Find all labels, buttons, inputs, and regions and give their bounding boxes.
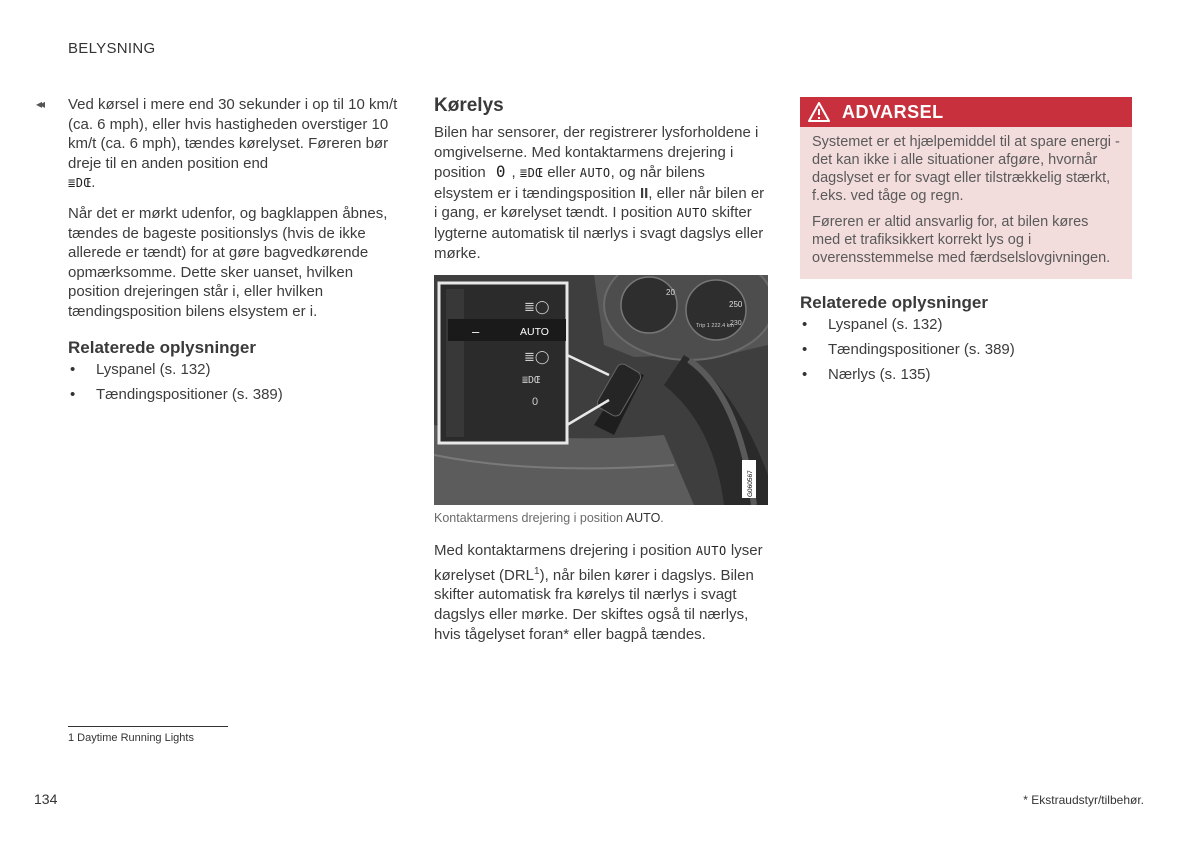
auto-symbol: AUTO	[579, 166, 611, 181]
position-light-symbol-icon: ≣DŒ	[68, 176, 92, 191]
menu-icon-lowbeam: ≣◯	[524, 350, 550, 366]
position-light-symbol-icon: ≣DŒ	[519, 166, 544, 181]
warning-title: ADVARSEL	[842, 101, 944, 122]
auto-symbol: AUTO	[695, 544, 727, 559]
trip-readout: Trip 1 222.4 km	[696, 323, 735, 330]
menu-icon-highbeam: ≣◯	[524, 300, 550, 316]
gauge-label-230: 230	[730, 320, 742, 328]
menu-icon-position: ≣DŒ	[522, 375, 541, 387]
position-zero-symbol: 0	[495, 162, 506, 182]
related-link-lyspanel[interactable]: • Lyspanel (s. 132)	[800, 315, 1132, 334]
paragraph-speed: Ved kørsel i mere end 30 sekunder i op til 10 km/t (ca. 6 mph), eller hvis hastigheden overstiger 10 km/t (ca. 6 mph), tændes kørelyset. Føreren bør dreje til en anden position end ≣DŒ.	[68, 96, 398, 192]
warning-header	[800, 97, 1132, 127]
figure-caption: Kontaktarmens drejering i position AUTO.	[434, 511, 664, 526]
footer-note: * Ekstraudstyr/tilbehør.	[1023, 793, 1144, 807]
gauge-label-250: 250	[729, 300, 743, 310]
footnote: 1 Daytime Running Lights	[68, 732, 194, 744]
column-middle	[434, 95, 768, 654]
related-link-naerlys[interactable]: • Nærlys (s. 135)	[800, 365, 1132, 384]
paragraph-sensors: Bilen har sensorer, der registrerer lysforholdene i omgivelserne. Med kontaktarmens drejering i position 0 , ≣DŒ eller AUTO, og når bilens elsystem er i tændingsposition II, eller når bilen er i gang, er kørelyset tændt. I position AUTO skifter lygterne automatisk til nærlys i svagt dagslys eller mørke.	[434, 124, 765, 262]
warning-box	[800, 97, 1132, 279]
warning-triangle-icon	[808, 102, 830, 122]
column-right	[800, 95, 1132, 390]
menu-item-auto: AUTO	[520, 326, 549, 339]
paragraph-drl: Med kontaktarmens drejering i position AUTO lyser kørelyset (DRL$^1$), når bilen kører i dagslys. Bilen skifter automatisk fra kørelys til nærlys i svagt dagslys eller mørke. Der skiftes også til nærlys, hvis tågelyset foran* eller bagpå tændes.	[434, 542, 763, 643]
related-heading: Relaterede oplysninger	[800, 293, 989, 312]
related-list	[68, 360, 400, 404]
related-link-lyspanel[interactable]: • Lyspanel (s. 132)	[68, 360, 400, 379]
paragraph-tailgate: Når det er mørkt udenfor, og bagklappen åbnes, tændes de bageste positionslys (hvis de ikke allerede er tændt) for at gøre bagvedkørende opmærksomme. Dette sker uanset, hvilken position drejeringen står i, eller hvilken tændingsposition bilens elsystem er i.	[68, 204, 388, 320]
page-number: 134	[34, 791, 58, 807]
menu-dash: –	[472, 324, 480, 340]
column-left	[36, 95, 400, 410]
continue-marker-icon: ◂◂	[36, 97, 43, 111]
heading-korelys: Kørelys	[434, 95, 504, 116]
related-list	[800, 315, 1132, 384]
gauge-label-20: 20	[666, 288, 675, 298]
image-code: G060567	[747, 470, 754, 498]
related-link-taendingspositioner[interactable]: • Tændingspositioner (s. 389)	[68, 385, 400, 404]
warning-body	[800, 127, 1132, 279]
warning-paragraph-1: Systemet er et hjælpemiddel til at spare energi - det kan ikke i alle situationer afgøre, hvornår dagslyset er for svagt eller tilstrækkelig stærkt, f.eks. ved tåge og regn.	[812, 134, 1120, 204]
warning-paragraph-2: Føreren er altid ansvarlig for, at bilen køres med et trafiksikkert korrekt lys og i overensstemmelse med færdselslovgivningen.	[812, 214, 1111, 266]
footnote-divider	[68, 726, 228, 727]
menu-item-zero: 0	[532, 396, 539, 409]
stalk-illustration	[434, 275, 768, 505]
stalk-illustration-svg	[434, 275, 768, 505]
related-link-taendingspositioner[interactable]: • Tændingspositioner (s. 389)	[800, 340, 1132, 359]
related-heading: Relaterede oplysninger	[68, 337, 257, 357]
section-title: BELYSNING	[68, 40, 156, 57]
auto-symbol: AUTO	[676, 206, 708, 221]
